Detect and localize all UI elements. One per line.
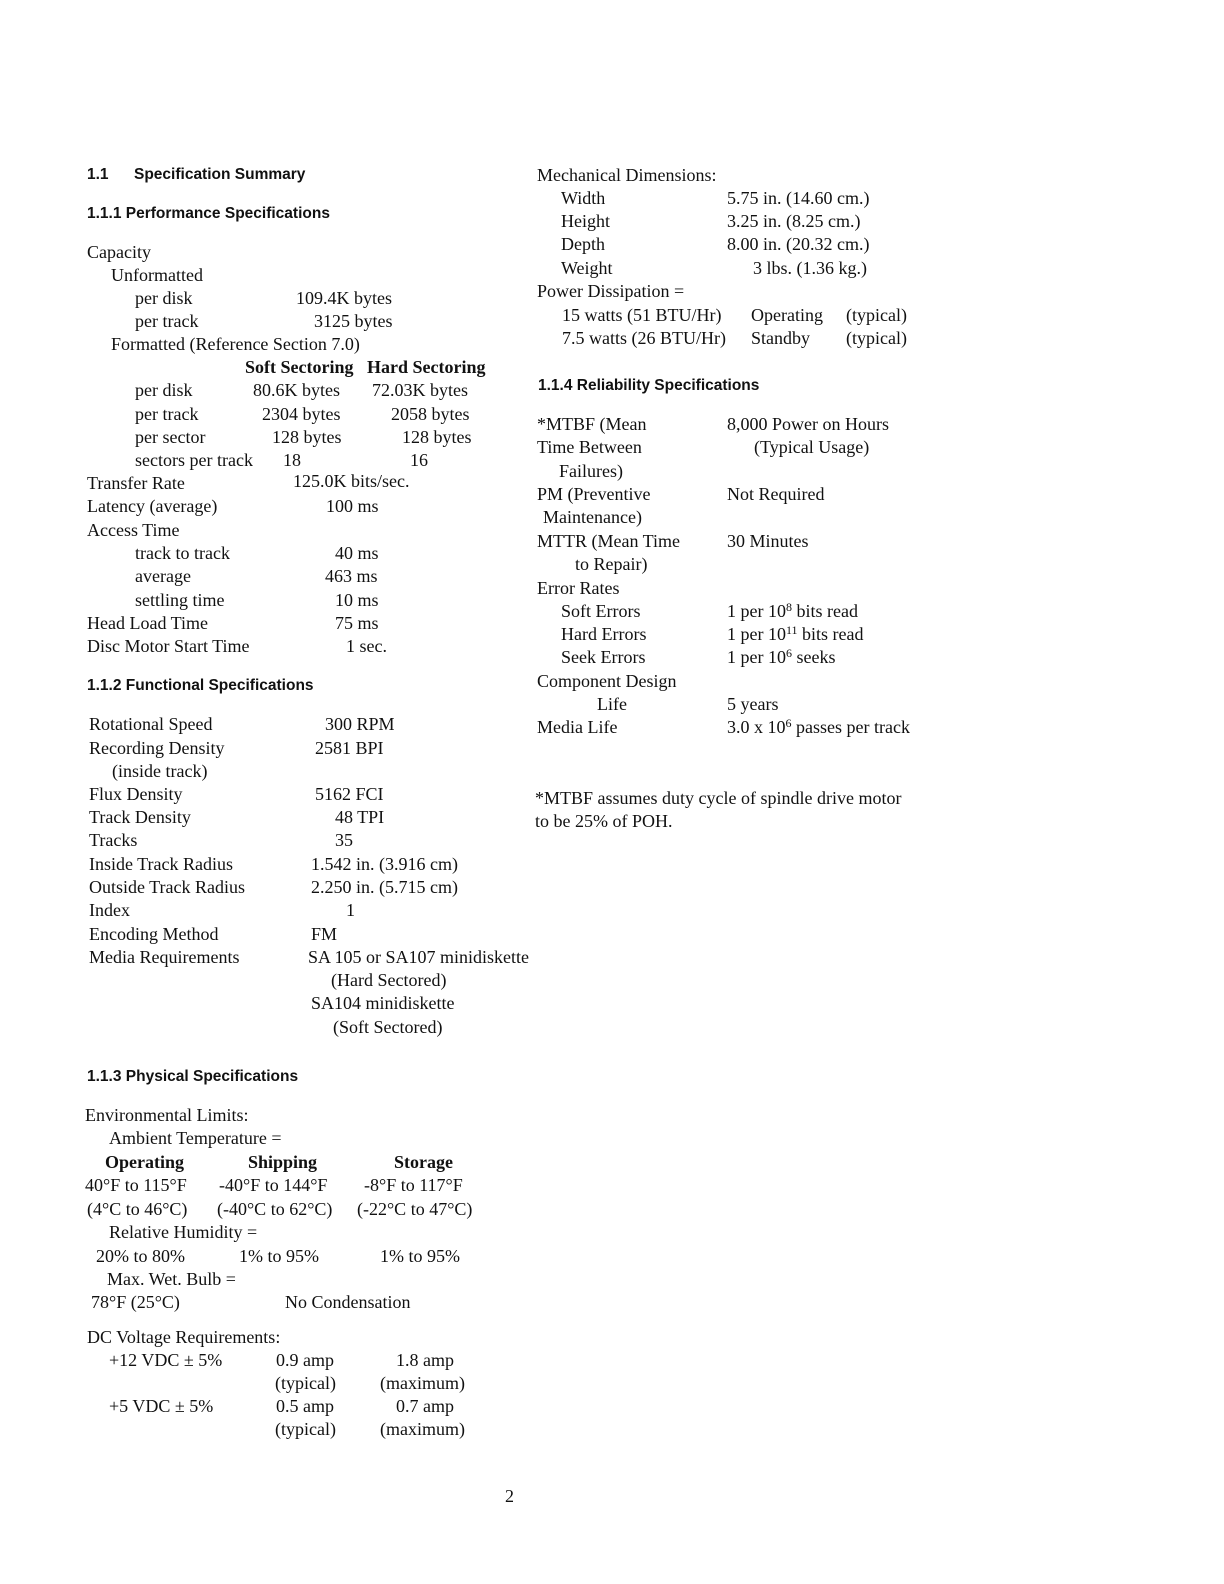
temp-ship-f: -40°F to 144°F <box>219 1175 328 1195</box>
component-label-2: Life <box>597 694 627 714</box>
power-standby-typical: (typical) <box>846 328 907 348</box>
functional-heading: 1.1.2 Functional Specifications <box>87 677 314 694</box>
hard-sectoring-header: Hard Sectoring <box>367 357 486 377</box>
average-label: average <box>135 566 191 586</box>
recording-sub-label: (inside track) <box>112 761 208 781</box>
weight-value: 3 lbs. (1.36 kg.) <box>753 258 867 278</box>
mttr-label-2: to Repair) <box>575 554 648 574</box>
inside-radius-label: Inside Track Radius <box>89 854 233 874</box>
no-condensation: No Condensation <box>285 1292 411 1312</box>
flux-label: Flux Density <box>89 784 183 804</box>
sectors-per-track-label: sectors per track <box>135 450 253 470</box>
soft-errors-label: Soft Errors <box>561 601 641 621</box>
media-value-3: SA104 minidiskette <box>311 993 455 1013</box>
head-load-value: 75 ms <box>335 613 379 633</box>
v5-max-label: (maximum) <box>380 1419 465 1439</box>
media-life-label: Media Life <box>537 717 618 737</box>
unformatted-label: Unformatted <box>111 265 203 285</box>
seek-errors-value: 1 per $10^6$ seeks <box>727 646 836 667</box>
section-number: 1.1 <box>87 166 109 183</box>
soft-per-track-value: 2304 bytes <box>262 404 341 424</box>
wet-bulb-value: 78°F (25°C) <box>91 1292 180 1312</box>
ambient-label: Ambient Temperature = <box>109 1128 282 1148</box>
motor-start-value: 1 sec. <box>346 636 387 656</box>
wet-bulb-label: Max. Wet. Bulb = <box>107 1269 236 1289</box>
head-load-label: Head Load Time <box>87 613 208 633</box>
power-standby-mode: Standby <box>751 328 811 348</box>
physical-heading: 1.1.3 Physical Specifications <box>87 1068 299 1085</box>
track-density-value: 48 TPI <box>335 807 385 827</box>
track-density-label: Track Density <box>89 807 191 827</box>
height-label: Height <box>561 211 610 231</box>
v12-typical-value: 0.9 amp <box>276 1350 334 1370</box>
soft-per-disk-value: 80.6K bytes <box>253 380 340 400</box>
settling-value: 10 ms <box>335 590 379 610</box>
humidity-ship: 1% to 95% <box>239 1246 319 1266</box>
soft-errors-value: 1 per $10^8$ bits read <box>727 600 858 621</box>
v12-max-value: 1.8 amp <box>396 1350 454 1370</box>
unf-per-track-value: 3125 bytes <box>314 311 393 331</box>
recording-label: Recording Density <box>89 738 225 758</box>
hard-per-sector-value: 128 bytes <box>402 427 472 447</box>
rotational-label: Rotational Speed <box>89 714 213 734</box>
transfer-rate-label: Transfer Rate <box>87 473 185 493</box>
component-value: 5 years <box>727 694 779 714</box>
power-operating-typical: (typical) <box>846 305 907 325</box>
reliability-heading: 1.1.4 Reliability Specifications <box>538 377 760 394</box>
v5-typical-label: (typical) <box>275 1419 336 1439</box>
performance-heading: 1.1.1 Performance Specifications <box>87 205 330 222</box>
power-operating-value: 15 watts (51 BTU/Hr) <box>562 305 722 325</box>
pm-label-1: PM (Preventive <box>537 484 651 504</box>
hard-errors-label: Hard Errors <box>561 624 647 644</box>
media-label: Media Requirements <box>89 947 240 967</box>
capacity-label: Capacity <box>87 242 151 262</box>
humidity-stor: 1% to 95% <box>380 1246 460 1266</box>
power-standby-value: 7.5 watts (26 BTU/Hr) <box>562 328 726 348</box>
tracks-value: 35 <box>335 830 353 850</box>
hard-per-track-value: 2058 bytes <box>391 404 470 424</box>
mttr-value: 30 Minutes <box>727 531 809 551</box>
temp-stor-f: -8°F to 117°F <box>364 1175 463 1195</box>
access-time-label: Access Time <box>87 520 180 540</box>
soft-sectors-value: 18 <box>283 450 301 470</box>
settling-label: settling time <box>135 590 225 610</box>
dc-label: DC Voltage Requirements: <box>87 1327 281 1347</box>
soft-per-sector-value: 128 bytes <box>272 427 342 447</box>
unf-per-disk-value: 109.4K bytes <box>296 288 392 308</box>
outside-radius-value: 2.250 in. (5.715 cm) <box>311 877 458 897</box>
v5-label: +5 VDC ± 5% <box>109 1396 214 1416</box>
weight-label: Weight <box>561 258 613 278</box>
humidity-op: 20% to 80% <box>96 1246 185 1266</box>
hard-per-disk-value: 72.03K bytes <box>372 380 468 400</box>
temp-ship-c: (-40°C to 62°C) <box>217 1199 333 1219</box>
encoding-label: Encoding Method <box>89 924 219 944</box>
fmt-per-disk-label: per disk <box>135 380 193 400</box>
soft-sectoring-header: Soft Sectoring <box>245 357 354 377</box>
outside-radius-label: Outside Track Radius <box>89 877 246 897</box>
v12-typical-label: (typical) <box>275 1373 336 1393</box>
v12-label: +12 VDC ± 5% <box>109 1350 223 1370</box>
average-value: 463 ms <box>325 566 378 586</box>
width-label: Width <box>561 188 606 208</box>
seek-errors-exponent: 6 <box>785 646 792 660</box>
unf-per-disk-label: per disk <box>135 288 193 308</box>
mtbf-value-2: (Typical Usage) <box>754 437 870 457</box>
component-label-1: Component Design <box>537 671 677 691</box>
latency-value: 100 ms <box>326 496 379 516</box>
hard-errors-exponent: 11 <box>785 623 798 637</box>
media-value-4: (Soft Sectored) <box>333 1017 443 1037</box>
mtbf-label-1: *MTBF (Mean <box>537 414 647 434</box>
tracks-label: Tracks <box>89 830 138 850</box>
media-value-1: SA 105 or SA107 minidiskette <box>308 947 530 967</box>
formatted-label: Formatted (Reference Section 7.0) <box>111 334 360 354</box>
width-value: 5.75 in. (14.60 cm.) <box>727 188 870 208</box>
v5-typical-value: 0.5 amp <box>276 1396 334 1416</box>
v12-max-label: (maximum) <box>380 1373 465 1393</box>
media-life-value: 3.0 x $10^6$ passes per track <box>727 716 910 737</box>
page-number: 2 <box>505 1486 514 1506</box>
hard-errors-value: 1 per $10^{11}$ bits read <box>727 623 864 644</box>
power-label: Power Dissipation = <box>537 281 685 301</box>
transfer-rate-value: 125.0K bits/sec. <box>293 471 410 491</box>
storage-header: Storage <box>394 1152 453 1172</box>
index-value: 1 <box>346 900 355 920</box>
track-to-track-value: 40 ms <box>335 543 379 563</box>
mechanical-title: Mechanical Dimensions: <box>537 165 717 185</box>
power-operating-mode: Operating <box>751 305 823 325</box>
v5-max-value: 0.7 amp <box>396 1396 454 1416</box>
seek-errors-label: Seek Errors <box>561 647 646 667</box>
index-label: Index <box>89 900 130 920</box>
pm-value: Not Required <box>727 484 825 504</box>
humidity-label: Relative Humidity = <box>109 1222 258 1242</box>
unf-per-track-label: per track <box>135 311 199 331</box>
temp-op-c: (4°C to 46°C) <box>87 1199 188 1219</box>
height-value: 3.25 in. (8.25 cm.) <box>727 211 861 231</box>
error-rates-label: Error Rates <box>537 578 620 598</box>
env-label: Environmental Limits: <box>85 1105 249 1125</box>
temp-op-f: 40°F to 115°F <box>85 1175 187 1195</box>
operating-header: Operating <box>105 1152 184 1172</box>
media-life-exponent: 6 <box>785 716 792 730</box>
footnote-line-1: *MTBF assumes duty cycle of spindle drive motor <box>535 788 902 808</box>
inside-radius-value: 1.542 in. (3.916 cm) <box>311 854 458 874</box>
motor-start-label: Disc Motor Start Time <box>87 636 250 656</box>
mtbf-label-2: Time Between <box>537 437 642 457</box>
footnote-line-2: to be 25% of POH. <box>535 811 673 831</box>
fmt-per-track-label: per track <box>135 404 199 424</box>
depth-value: 8.00 in. (20.32 cm.) <box>727 234 870 254</box>
fmt-per-sector-label: per sector <box>135 427 206 447</box>
mtbf-label-3: Failures) <box>559 461 623 481</box>
mtbf-value-1: 8,000 Power on Hours <box>727 414 889 434</box>
depth-label: Depth <box>561 234 605 254</box>
media-value-2: (Hard Sectored) <box>331 970 447 990</box>
flux-value: 5162 FCI <box>315 784 384 804</box>
encoding-value: FM <box>311 924 338 944</box>
soft-errors-exponent: 8 <box>785 600 792 614</box>
mttr-label-1: MTTR (Mean Time <box>537 531 681 551</box>
rotational-value: 300 RPM <box>325 714 395 734</box>
temp-stor-c: (-22°C to 47°C) <box>357 1199 473 1219</box>
track-to-track-label: track to track <box>135 543 230 563</box>
hard-sectors-value: 16 <box>410 450 428 470</box>
section-title: Specification Summary <box>134 166 306 183</box>
pm-label-2: Maintenance) <box>543 507 642 527</box>
latency-label: Latency (average) <box>87 496 218 516</box>
shipping-header: Shipping <box>248 1152 318 1172</box>
recording-value: 2581 BPI <box>315 738 384 758</box>
